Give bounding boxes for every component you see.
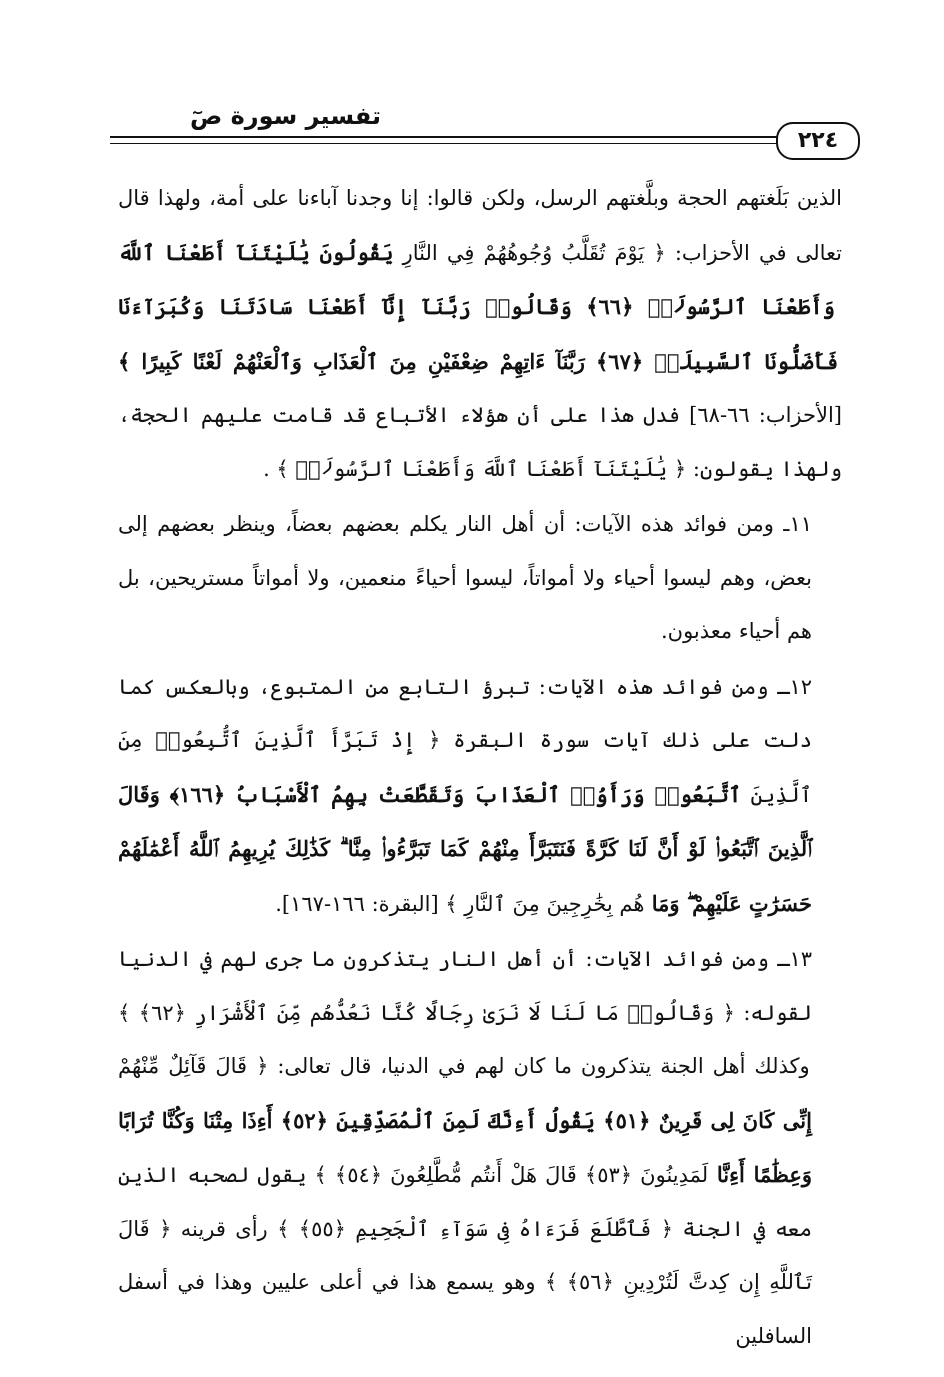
text-line: الدنيا لقوله: ﴿ وَقَالُوا۟ مَا لَنَا لَا نَرَىٰ رِجَالًا كُنَّا نَعُدُّهُم مِّنَ ٱلْأَشْرَارِ ﴿٦٢﴾ ﴾ وكذلك [118,947,812,1078]
page-header [70,92,860,152]
paragraph [118,172,842,496]
text-line: ﴿ فَٱطَّلَعَ فَرَءَاهُ فِى سَوَآءِ ٱلْجَحِيمِ ﴿٥٥﴾ ﴾ رأى قرينه ﴿ قَالَ تَٱللَّهِ إِن كِدتَّ [118,1216,812,1294]
text-line: أهل الجنة يتذكرون ما كان لهم في الدنيا، قال تعالى: ﴿ قَالَ قَآئِلٌ مِّنْهُمْ [118,1054,746,1078]
text-line: بعضاً، وينظر بعضهم إلى بعض، وهم ليسوا أحياء ولا أمواتاً، ليسوا [118,512,812,590]
quran-verse-line: فَأَضَلُّونَا ٱلسَّبِيلَا۠ ﴿٦٧﴾ رَبَّنَآ ءَاتِهِمْ ضِعْفَيْنِ مِنَ ٱلْعَذَابِ وَٱلْعَنْهُمْ لَعْنًا كَبِيرًا ﴾ [118,348,839,374]
paragraph [118,498,842,659]
text-line: ١٢ـ ومن فوائد هذه الآيات: تبرؤ التابع من المتبوع، وبالعكس [154,674,812,699]
text-line: لَمَدِينُونَ ﴿٥٣﴾ قَالَ هَلْ أَنتُم مُّطَّلِعُونَ ﴿٥٤﴾ ﴾ يقول لصحبه الذين معه في الجنة [118,1163,813,1241]
quran-verse-line: ٱتَّبَعُوا۟ وَرَأَوُا۟ ٱلْعَذَابَ وَتَقَطَّعَتْ بِهِمُ ٱلْأَسْبَابُ ﴿١٦٦﴾ وَقَالَ ٱلَّذِينَ ٱتَّبَعُوا۟ لَوْ أَنَّ لَنَا [118,781,812,861]
text-line: لَتُرْدِينِ ﴿٥٦﴾ ﴾ وهو يسمع هذا في أعلى عليين وهذا في أسفل السافلين [118,1270,812,1348]
text-line: كما دلت على ذلك آيات سورة البقرة ﴿ إِذْ تَبَرَّأَ ٱلَّذِينَ ٱتُّبِعُوا۟ مِنَ ٱلَّذِينَ [118,674,812,807]
quran-verse-line: يَقُولُونَ يَٰلَيْتَنَآ أَطَعْنَا ٱللَّهَ وَأَطَعْنَا ٱلرَّسُولَا۠ ﴿٦٦﴾ وَقَالُوا۟ رَبَّنَآ إِنَّآ أَطَعْنَا سَادَتَنَا وَكُبَرَآءَنَا [118,239,835,319]
quran-verse-line: كَرَّةً فَنَتَبَرَّأَ مِنْهُمْ كَمَا تَبَرَّءُوا۟ مِنَّا ۗ كَذَٰلِكَ يُرِيهِمُ ٱللَّهُ أَعْمَٰلَهُمْ حَسَرَٰتٍ عَلَيْهِمْ ۖ وَمَا [118,836,812,916]
text-line: [الأحزاب: ٦٦-٦٨] فدل هذا على أن هؤلاء الأتباع قد قامت عليهم [191,403,842,427]
text-line: الذين بَلَغتهم الحجة وبلَّغتهم الرسل، ولكن قالوا: إنا وجدنا آباءنا [289,186,843,210]
text-line: ١١ـ ومن فوائد هذه الآيات: أن أهل النار يكلم بعضهم [332,512,812,536]
page-body [118,172,842,1363]
header-rule-thin [110,143,778,144]
quran-verse-line: إِنِّى كَانَ لِى قَرِينٌ ﴿٥١﴾ يَقُولُ أَءِنَّكَ لَمِنَ ٱلْمُصَدِّقِينَ ﴿٥٢﴾ أَءِذَا مِتْنَا وَكُنَّا تُرَابًا وَعِظَٰمًا أَءِنَّا [118,1107,813,1187]
paragraph [118,933,842,1363]
text-line: هُم بِخَٰرِجِينَ مِنَ ٱلنَّارِ ﴾ [البقرة: ١٦٦-١٦٧]. [275,891,645,916]
text-line: أحياءً منعمين، ولا أمواتاً مستريحين، بل هم أحياء معذبون. [118,565,812,643]
page-number-badge: ٢٢٤ [776,122,860,160]
text-line: ١٣ـ ومن فوائد الآيات: أن أهل النار يتذكرون ما جرى لهم في [191,947,812,971]
text-line: على أمة، ولهذا قال تعالى في الأحزاب: ﴿ يَوْمَ تُقَلَّبُ وُجُوهُهُمْ فِي النَّارِ [118,186,842,265]
paragraph [118,661,842,932]
text-line: الحجة، ولهذا يقولون: ﴿ يَٰلَيْتَنَآ أَطَعْنَا ٱللَّهَ وَأَطَعْنَا ٱلرَّسُولَا۠ ﴾ . [118,403,842,481]
header-rule [110,136,778,138]
book-title: تفسير سورة صٓ [190,102,382,130]
